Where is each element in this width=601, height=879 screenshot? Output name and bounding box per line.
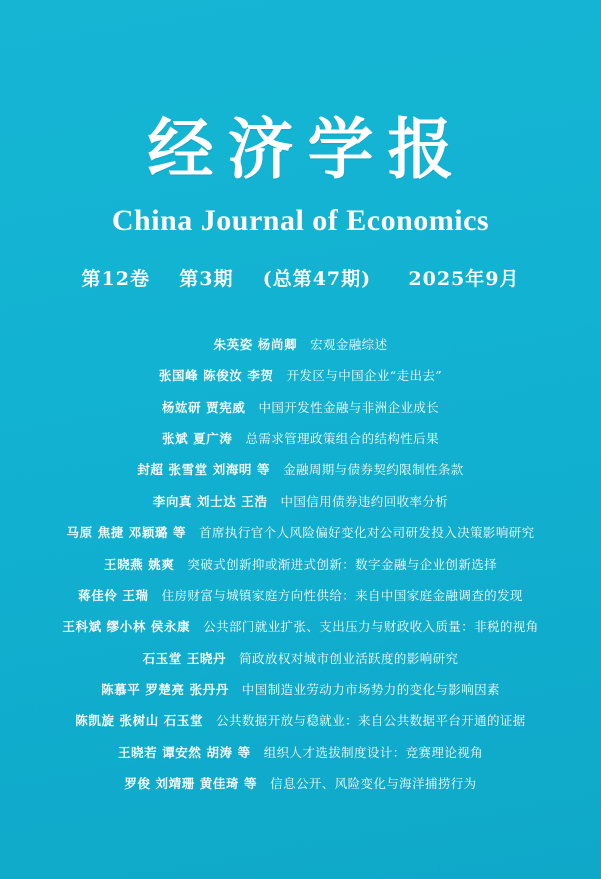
toc-title: 中国制造业劳动力市场势力的变化与影响因素 bbox=[241, 682, 500, 698]
toc-entry bbox=[26, 682, 575, 699]
toc-authors: 罗俊 刘靖珊 黄佳琦 等 bbox=[124, 776, 258, 792]
issue-line bbox=[0, 264, 601, 291]
toc-authors: 王科斌 缪小林 侯永康 bbox=[62, 619, 191, 635]
toc-title: 中国信用债券违约回收率分析 bbox=[280, 493, 449, 509]
toc-title: 组织人才选拔制度设计：竞赛理论视角 bbox=[263, 744, 484, 760]
toc-entry bbox=[26, 557, 575, 574]
toc-entry bbox=[26, 368, 575, 385]
toc-entry bbox=[26, 619, 575, 636]
toc-title: 简政放权对城市创业活跃度的影响研究 bbox=[239, 650, 459, 666]
toc-authors: 陈慕平 罗楚亮 张丹丹 bbox=[101, 682, 229, 698]
toc-entry bbox=[26, 745, 575, 762]
toc-authors: 封超 张雪堂 刘海明 等 bbox=[137, 462, 271, 478]
toc-title: 首席执行官个人风险偏好变化对公司研发投入决策影响研究 bbox=[199, 525, 535, 541]
toc-entry bbox=[26, 588, 575, 605]
table-of-contents bbox=[0, 337, 601, 793]
toc-entry bbox=[26, 776, 575, 793]
toc-authors: 王晓燕 姚爽 bbox=[103, 556, 175, 572]
toc-authors: 陈凯旋 张树山 石玉堂 bbox=[75, 713, 204, 729]
toc-authors: 王晓若 谭安然 胡涛 等 bbox=[117, 744, 251, 760]
issue-date: 2025年9月 bbox=[408, 267, 520, 290]
toc-title: 开发区与中国企业“走出去” bbox=[286, 368, 443, 384]
toc-entry bbox=[26, 713, 575, 730]
toc-entry bbox=[26, 494, 575, 511]
toc-authors: 蒋佳伶 王瑞 bbox=[78, 587, 149, 603]
toc-title: 信息公开、风险变化与海洋捕捞行为 bbox=[270, 776, 477, 792]
toc-authors: 杨竑研 贾宪威 bbox=[161, 399, 246, 415]
toc-authors: 张斌 夏广涛 bbox=[162, 431, 233, 447]
issue-volume: 第12卷 bbox=[81, 267, 150, 290]
toc-title: 公共数据开放与稳就业：来自公共数据平台开通的证据 bbox=[216, 713, 526, 729]
toc-entry bbox=[26, 400, 575, 417]
toc-entry bbox=[26, 337, 575, 354]
masthead bbox=[0, 0, 601, 291]
toc-title: 金融周期与债券契约限制性条款 bbox=[283, 462, 464, 478]
toc-title: 公共部门就业扩张、支出压力与财政收入质量：非税的视角 bbox=[203, 619, 539, 635]
toc-title: 总需求管理政策组合的结构性后果 bbox=[245, 431, 439, 447]
toc-title: 中国开发性金融与非洲企业成长 bbox=[258, 399, 440, 415]
journal-title-en: China Journal of Economics bbox=[111, 203, 490, 237]
toc-entry bbox=[26, 431, 575, 448]
toc-authors: 石玉堂 王晓丹 bbox=[142, 650, 227, 666]
toc-title: 宏观金融综述 bbox=[310, 336, 388, 352]
toc-title: 住房财富与城镇家庭方向性供给：来自中国家庭金融调查的发现 bbox=[161, 587, 523, 603]
issue-number: 第3期 bbox=[179, 267, 234, 290]
toc-entry bbox=[26, 525, 575, 542]
toc-authors: 李向真 刘士达 王浩 bbox=[152, 493, 268, 509]
issue-total: (总第47期) bbox=[262, 267, 372, 290]
toc-entry bbox=[26, 651, 575, 668]
toc-authors: 马原 焦捷 邓颖璐 等 bbox=[66, 525, 187, 541]
toc-authors: 张国峰 陈俊汝 李贺 bbox=[158, 368, 274, 384]
toc-title: 突破式创新抑或渐进式创新：数字金融与企业创新选择 bbox=[187, 556, 498, 572]
journal-title-cn: 经济学报 bbox=[147, 110, 468, 188]
toc-authors: 朱英姿 杨尚卿 bbox=[213, 336, 298, 352]
toc-entry bbox=[26, 462, 575, 479]
